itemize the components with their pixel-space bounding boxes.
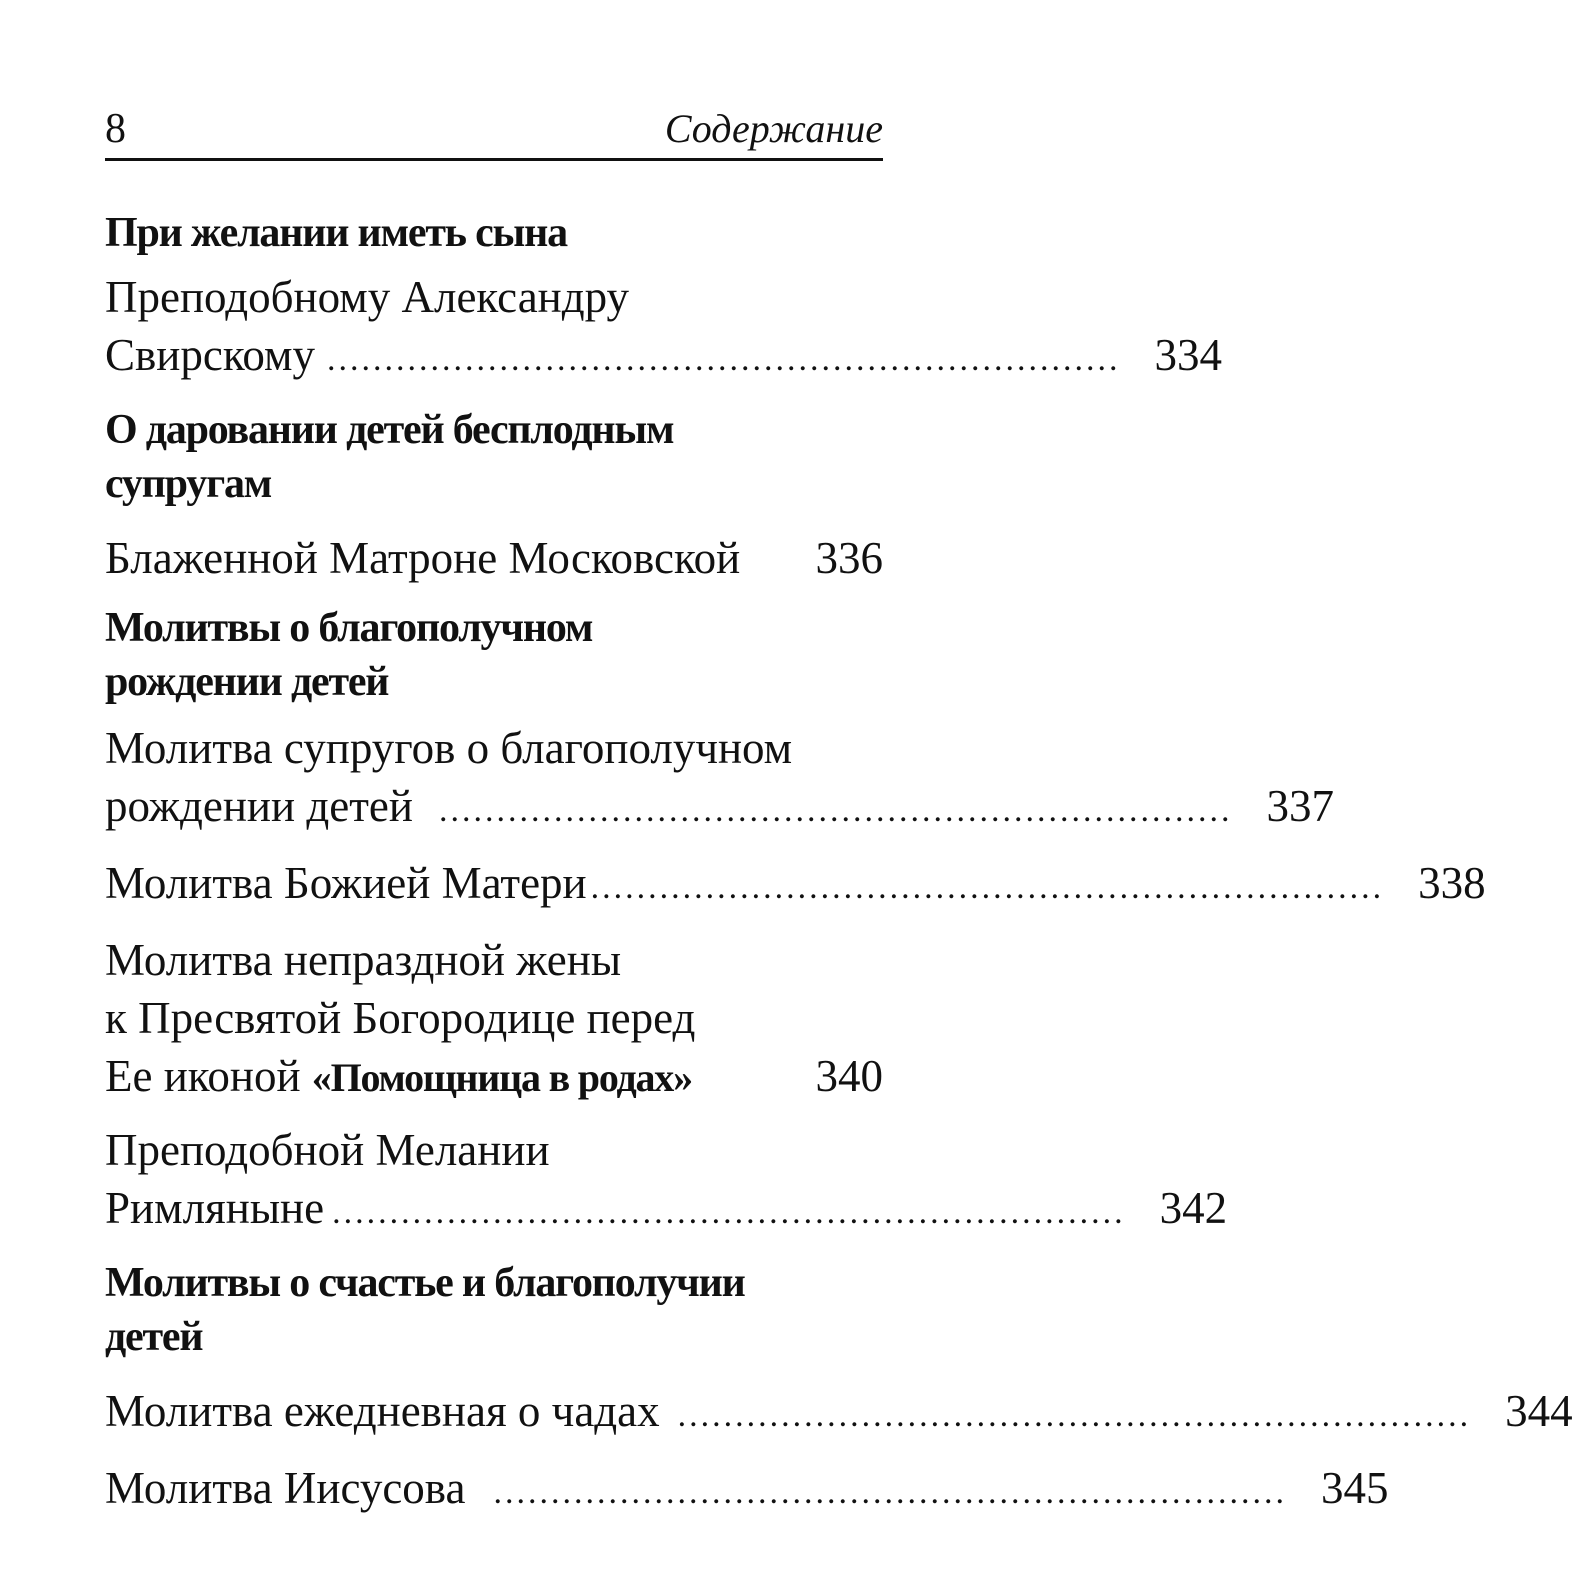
running-title: Содержание — [664, 106, 883, 151]
toc-entry — [105, 931, 883, 1107]
entry-page-number: 334 — [1154, 330, 1223, 380]
entry-last-line — [105, 777, 1334, 840]
entry-last-line — [105, 1459, 1389, 1522]
entry-page-number: 336 — [815, 533, 883, 583]
icon-name-bold: «Помощница в родах» — [311, 1055, 692, 1100]
entry-title-line: к Пресвятой Богородице перед — [105, 993, 696, 1043]
entry-title-line: Молитва непраздной жены — [105, 935, 622, 985]
entry-title-line: Преподобной Мелании — [105, 1125, 550, 1175]
entry-page-number: 345 — [1320, 1463, 1389, 1513]
dot-leader: ..................................................................... — [438, 792, 1233, 829]
entry-page-number: 338 — [1418, 858, 1486, 908]
toc-entry — [105, 1382, 1573, 1445]
entry-title-plain: Ее иконой — [105, 1051, 312, 1101]
entry-title-line: Блаженной Матроне Московской — [105, 533, 741, 583]
section-title-line: Молитвы о счастье и благополучии — [105, 1260, 745, 1306]
entry-title-line: Римляныне — [105, 1183, 325, 1233]
dot-leader: ..................................................................... — [493, 1474, 1287, 1511]
toc-section-heading — [105, 206, 883, 260]
section-title: При желании иметь сына — [105, 210, 567, 256]
dot-leader: ..................................................................... — [332, 1194, 1126, 1231]
table-of-contents — [105, 206, 1573, 1536]
section-title-line: рождении детей — [105, 659, 389, 705]
toc-entry — [105, 1459, 1389, 1522]
section-title-line: супругам — [105, 461, 272, 507]
section-title-line: О даровании детей бесплодным — [105, 407, 674, 453]
toc-entry — [105, 719, 1334, 840]
entry-last-line — [105, 326, 1223, 389]
entry-page-number: 337 — [1266, 781, 1334, 831]
toc-section-heading — [105, 1256, 883, 1364]
entry-page-number: 342 — [1159, 1183, 1228, 1233]
section-title-line: Молитвы о благополучном — [105, 605, 593, 651]
entry-last-line — [105, 1382, 1573, 1445]
page-number: 8 — [105, 106, 126, 152]
entry-last-line — [105, 1047, 883, 1107]
entry-last-line — [105, 1179, 1228, 1242]
toc-entry — [105, 1121, 1228, 1242]
entry-title-line — [105, 1047, 816, 1107]
entry-page-number: 344 — [1505, 1386, 1573, 1436]
entry-title-line: Свирскому — [105, 330, 316, 380]
entry-title-line: Молитва супругов о благополучном — [105, 723, 793, 773]
dot-leader: ..................................................................... — [327, 341, 1121, 378]
entry-title-line: Молитва ежедневная о чадах — [105, 1386, 660, 1436]
entry-title-line: Преподобному Александру — [105, 272, 630, 322]
entry-page-number: 340 — [815, 1051, 883, 1101]
dot-leader: ..................................................................... — [590, 869, 1385, 906]
entry-last-line — [105, 529, 883, 587]
toc-section-heading — [105, 403, 883, 511]
toc-entry — [105, 529, 883, 587]
page-header — [105, 100, 883, 161]
toc-section-heading — [105, 601, 883, 709]
entry-title-line: рождении детей — [105, 781, 413, 831]
entry-title-line: Молитва Божией Матери — [105, 858, 587, 908]
entry-last-line — [105, 854, 1486, 917]
dot-leader: ..................................................................... — [677, 1397, 1472, 1434]
toc-entry — [105, 854, 1486, 917]
entry-title-line: Молитва Иисусова — [105, 1463, 466, 1513]
section-title-line: детей — [105, 1314, 203, 1360]
toc-entry — [105, 268, 1223, 389]
